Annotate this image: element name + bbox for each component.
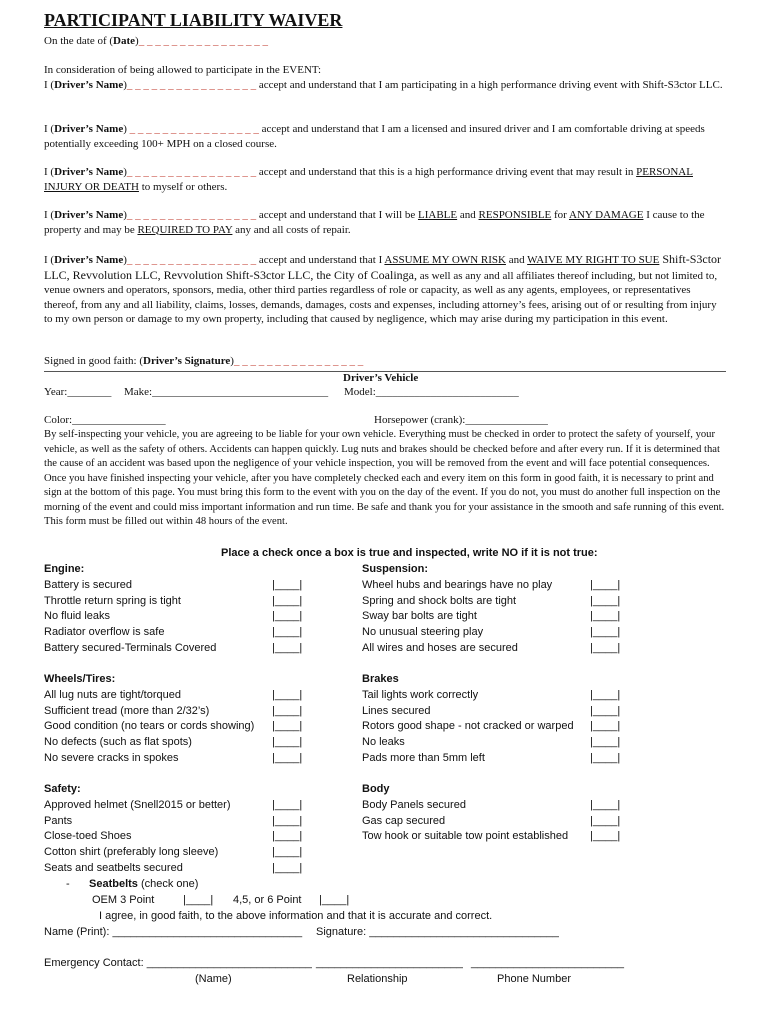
brakes-item-label: No leaks bbox=[362, 736, 405, 749]
wheels-item-label: No defects (such as flat spots) bbox=[44, 736, 192, 749]
suspension-item-label: Spring and shock bolts are tight bbox=[362, 594, 517, 607]
statement-3: I (Driver’s Name)_ _ _ _ _ _ _ _ _ _ _ _ _ _ _ _ accept and understand that this is a high performance driving event that may result in PERSONAL INJURY OR DEATH to myself or others. bbox=[44, 166, 693, 193]
horsepower-field[interactable]: Horsepower (crank):_______________ bbox=[374, 414, 548, 426]
engine-item-checkbox[interactable]: |____| bbox=[272, 610, 303, 623]
name-print-field[interactable]: Name (Print): _______________________________ bbox=[44, 926, 303, 938]
driver-name-blank[interactable]: _ _ _ _ _ _ _ _ _ _ _ _ _ _ _ _ bbox=[129, 123, 259, 135]
model-field[interactable]: Model:__________________________ bbox=[344, 386, 519, 398]
safety-item-checkbox[interactable]: |____| bbox=[272, 814, 303, 827]
engine-item-checkbox[interactable]: |____| bbox=[272, 642, 303, 654]
relationship-caption: Relationship bbox=[347, 973, 408, 985]
engine-item-label: Battery secured-Terminals Covered bbox=[44, 642, 217, 654]
safety-item-label: Cotton shirt (preferably long sleeve) bbox=[44, 846, 219, 859]
safety-item-checkbox[interactable]: |____| bbox=[272, 830, 303, 843]
emergency-relationship-field[interactable]: ________________________ bbox=[316, 957, 463, 969]
driver-name-blank[interactable]: _ _ _ _ _ _ _ _ _ _ _ _ _ _ _ _ bbox=[126, 209, 257, 221]
multi-point-checkbox[interactable]: |____| bbox=[319, 894, 350, 906]
driver-name-blank[interactable]: _ _ _ _ _ _ _ _ _ _ _ _ _ _ _ _ bbox=[126, 79, 257, 91]
inspection-text: By self-inspecting your vehicle, you are agreeing to be liable for your own vehicle. Everything must be checked in order to protect the safety of yourself, your vehicle, as well as the safety of others. Accidents can happen quickly. Lug nuts and brakes should be checked before and after every run. If it is determined that the cause of an accident was based upon the negligence of your vehicle inspection, you will be removed from the event and will face potential consequences. Once you have finished inspecting your vehicle, after you have completely checked each and every item on this form in good faith, it is necessary to print and sign at the bottom of this page. You must bring this form to the event with you on the day of the event. If you do not, you must do another full inspection on the morning of the event and could miss important information and run time. Be safe and thank you for your assistance in the smooth and safe running of this event. This form must be filled out within 48 hours of the event. bbox=[44, 429, 725, 527]
engine-item-checkbox[interactable]: |____| bbox=[272, 594, 303, 607]
safety-item-label: Seats and seatbelts secured bbox=[44, 862, 183, 874]
wheels-item-label: Sufficient tread (more than 2/32’s) bbox=[44, 704, 210, 717]
brakes-item-checkbox[interactable]: |____| bbox=[590, 720, 621, 733]
signature-blank[interactable]: _ _ _ _ _ _ _ _ _ _ _ _ _ _ _ _ bbox=[233, 355, 364, 367]
suspension-item-label: All wires and hoses are secured bbox=[362, 642, 518, 654]
statement-5: I (Driver’s Name)_ _ _ _ _ _ _ _ _ _ _ _ _ _ _ _ accept and understand that I ASSUME MY OWN RISK and WAIVE MY RIGHT TO SUE Shift-S3ctor LLC, Revvolution LLC, Revvolution Shift-S3ctor LLC, the City of Coalinga, as well as any and all affiliates thereof including, but not limited to, venue owners and operators, sponsors, media, other third parties regardless of role or capacity, as well as any agents, employees, or representatives thereof, from any and all liability, claims, losses, demands, damages, costs and expenses, including attorney’s fees, arising out of or resulting from injury to my own person or damage to my own property, including that caused by negligence, which may arise during my participation in this event. bbox=[44, 252, 722, 325]
check-instruction: Place a check once a box is true and inspected, write NO if it is not true: bbox=[221, 547, 598, 559]
body-item-label: Gas cap secured bbox=[362, 814, 446, 827]
statement-2: I (Driver’s Name) _ _ _ _ _ _ _ _ _ _ _ _ _ _ _ _ accept and understand that I am a licensed and insured driver and I am comfortable driving at speeds potentially exceeding 100+ MPH on a closed course. bbox=[44, 123, 705, 150]
suspension-item-checkbox[interactable]: |____| bbox=[590, 642, 621, 654]
safety-item-checkbox[interactable]: |____| bbox=[272, 798, 303, 811]
engine-section-title: Engine: bbox=[44, 563, 85, 575]
engine-item-checkbox[interactable]: |____| bbox=[272, 578, 303, 591]
brakes-item-label: Rotors good shape - not cracked or warped bbox=[362, 720, 574, 733]
statement-1: I (Driver’s Name)_ _ _ _ _ _ _ _ _ _ _ _ _ _ _ _ accept and understand that I am participating in a high performance driving event with Shift-S3ctor LLC. bbox=[44, 79, 723, 91]
year-field[interactable]: Year:________ bbox=[44, 386, 112, 398]
body-item-checkbox[interactable]: |____| bbox=[590, 814, 621, 827]
brakes-item-label: Lines secured bbox=[362, 704, 431, 717]
suspension-item-label: Sway bar bolts are tight bbox=[362, 610, 477, 623]
multi-point-label: 4,5, or 6 Point bbox=[233, 894, 302, 906]
signed-line: Signed in good faith: (Driver’s Signature)_ _ _ _ _ _ _ _ _ _ _ _ _ _ _ _ bbox=[44, 355, 364, 367]
suspension-item-checkbox[interactable]: |____| bbox=[590, 594, 621, 607]
body-item-label: Body Panels secured bbox=[362, 798, 466, 811]
suspension-item-checkbox[interactable]: |____| bbox=[590, 626, 621, 639]
safety-item-label: Approved helmet (Snell2015 or better) bbox=[44, 798, 231, 811]
driver-name-blank[interactable]: _ _ _ _ _ _ _ _ _ _ _ _ _ _ _ _ bbox=[126, 254, 257, 266]
wheels-item-checkbox[interactable]: |____| bbox=[272, 704, 303, 717]
body-item-checkbox[interactable]: |____| bbox=[590, 830, 621, 843]
statement-4: I (Driver’s Name)_ _ _ _ _ _ _ _ _ _ _ _ _ _ _ _ accept and understand that I will be LIABLE and RESPONSIBLE for ANY DAMAGE I cause to the property and may be REQUIRED TO PAY any and all costs of repair. bbox=[44, 209, 705, 236]
oem-3-point-label: OEM 3 Point bbox=[92, 894, 155, 906]
safety-item-checkbox[interactable]: |____| bbox=[272, 862, 303, 874]
suspension-item-label: Wheel hubs and bearings have no play bbox=[362, 578, 553, 591]
body-item-label: Tow hook or suitable tow point established bbox=[362, 830, 569, 843]
name-caption: (Name) bbox=[195, 973, 232, 985]
safety-section-title: Safety: bbox=[44, 783, 81, 795]
wheels-item-label: Good condition (no tears or cords showing) bbox=[44, 720, 255, 733]
driver-name-blank[interactable]: _ _ _ _ _ _ _ _ _ _ _ _ _ _ _ _ bbox=[126, 166, 257, 178]
brakes-item-checkbox[interactable]: |____| bbox=[590, 736, 621, 749]
body-section-title: Body bbox=[362, 783, 390, 795]
vehicle-heading: Driver’s Vehicle bbox=[343, 372, 419, 384]
wheels-item-label: All lug nuts are tight/torqued bbox=[44, 688, 181, 701]
color-field[interactable]: Color:_________________ bbox=[44, 414, 166, 426]
suspension-item-checkbox[interactable]: |____| bbox=[590, 578, 621, 591]
consideration-text: In consideration of being allowed to participate in the EVENT: bbox=[44, 64, 322, 76]
safety-item-label: Pants bbox=[44, 814, 73, 827]
engine-item-label: Radiator overflow is safe bbox=[44, 626, 165, 639]
suspension-item-checkbox[interactable]: |____| bbox=[590, 610, 621, 623]
safety-item-checkbox[interactable]: |____| bbox=[272, 846, 303, 859]
suspension-section-title: Suspension: bbox=[362, 563, 429, 575]
seatbelts-label: Seatbelts (check one) bbox=[89, 878, 199, 890]
engine-item-checkbox[interactable]: |____| bbox=[272, 626, 303, 639]
wheels-item-label: No severe cracks in spokes bbox=[44, 752, 179, 764]
wheels-item-checkbox[interactable]: |____| bbox=[272, 720, 303, 733]
emergency-phone-field[interactable]: _________________________ bbox=[471, 957, 624, 969]
signature-field[interactable]: Signature: _______________________________ bbox=[316, 926, 559, 938]
emergency-name-field[interactable]: Emergency Contact: ___________________________ bbox=[44, 957, 312, 969]
page-title: PARTICIPANT LIABILITY WAIVER bbox=[44, 10, 343, 30]
engine-item-label: No fluid leaks bbox=[44, 610, 111, 623]
oem-3-point-checkbox[interactable]: |____| bbox=[183, 894, 214, 906]
wheels-item-checkbox[interactable]: |____| bbox=[272, 752, 303, 764]
engine-item-label: Battery is secured bbox=[44, 578, 133, 591]
phone-caption: Phone Number bbox=[497, 973, 571, 985]
brakes-item-checkbox[interactable]: |____| bbox=[590, 752, 621, 764]
suspension-item-label: No unusual steering play bbox=[362, 626, 484, 639]
wheels-section-title: Wheels/Tires: bbox=[44, 673, 116, 685]
date-line: On the date of (Date)_ _ _ _ _ _ _ _ _ _ _ _ _ _ _ _ bbox=[44, 35, 268, 47]
make-field[interactable]: Make:________________________________ bbox=[124, 386, 329, 398]
agreement-text: I agree, in good faith, to the above information and that it is accurate and correct. bbox=[99, 910, 493, 922]
brakes-section-title: Brakes bbox=[362, 673, 399, 685]
date-blank[interactable]: _ _ _ _ _ _ _ _ _ _ _ _ _ _ _ _ bbox=[138, 35, 268, 47]
safety-item-label: Close-toed Shoes bbox=[44, 830, 132, 843]
body-item-checkbox[interactable]: |____| bbox=[590, 798, 621, 811]
brakes-item-checkbox[interactable]: |____| bbox=[590, 688, 621, 701]
wheels-item-checkbox[interactable]: |____| bbox=[272, 736, 303, 749]
brakes-item-checkbox[interactable]: |____| bbox=[590, 704, 621, 717]
seatbelts-dash: - bbox=[66, 878, 70, 890]
brakes-item-label: Pads more than 5mm left bbox=[362, 752, 485, 764]
engine-item-label: Throttle return spring is tight bbox=[44, 594, 181, 607]
brakes-item-label: Tail lights work correctly bbox=[362, 688, 479, 701]
wheels-item-checkbox[interactable]: |____| bbox=[272, 688, 303, 701]
